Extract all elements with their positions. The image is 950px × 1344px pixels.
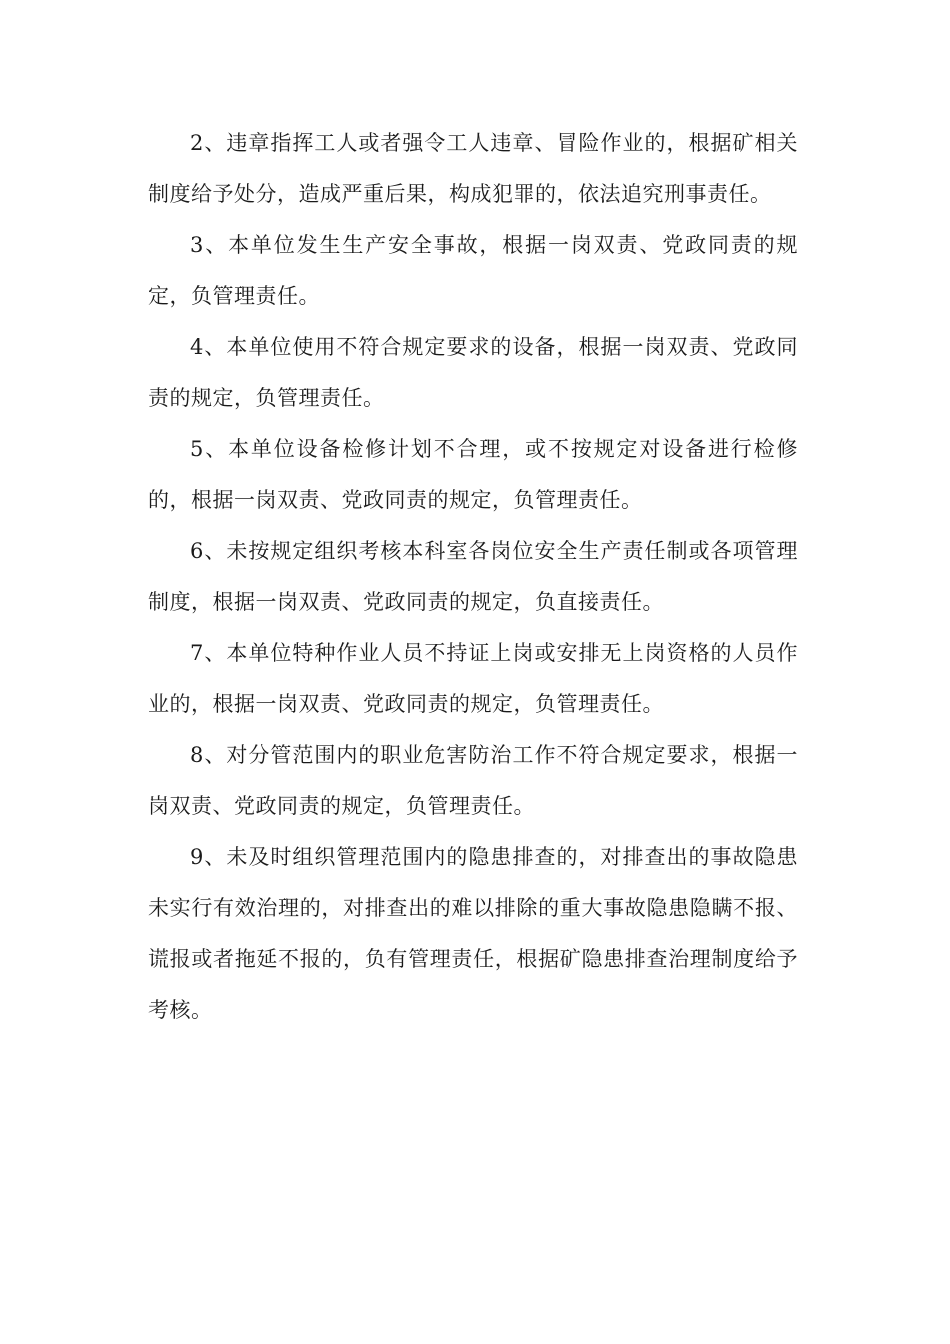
- paragraph-item-2: 2、违章指挥工人或者强令工人违章、冒险作业的，根据矿相关制度给予处分，造成严重后果，构成犯罪的，依法追究刑事责任。: [148, 131, 798, 206]
- paragraph-item-5: 5、本单位设备检修计划不合理，或不按规定对设备进行检修的，根据一岗双责、党政同责的规定，负管理责任。: [148, 437, 798, 512]
- paragraph-item-3: 3、本单位发生生产安全事故，根据一岗双责、党政同责的规定，负管理责任。: [148, 233, 798, 308]
- paragraph-item-7: 7、本单位特种作业人员不持证上岗或安排无上岗资格的人员作业的，根据一岗双责、党政同责的规定，负管理责任。: [148, 641, 798, 716]
- paragraph-item-4: 4、本单位使用不符合规定要求的设备，根据一岗双责、党政同责的规定，负管理责任。: [148, 335, 798, 410]
- document-body: [148, 118, 798, 1036]
- paragraph-item-9: 9、未及时组织管理范围内的隐患排查的，对排查出的事故隐患未实行有效治理的，对排查出的难以排除的重大事故隐患隐瞒不报、谎报或者拖延不报的，负有管理责任，根据矿隐患排查治理制度给予考核。: [148, 845, 798, 1022]
- paragraph-item-8: 8、对分管范围内的职业危害防治工作不符合规定要求，根据一岗双责、党政同责的规定，负管理责任。: [148, 743, 798, 818]
- paragraph-item-6: 6、未按规定组织考核本科室各岗位安全生产责任制或各项管理制度，根据一岗双责、党政同责的规定，负直接责任。: [148, 539, 798, 614]
